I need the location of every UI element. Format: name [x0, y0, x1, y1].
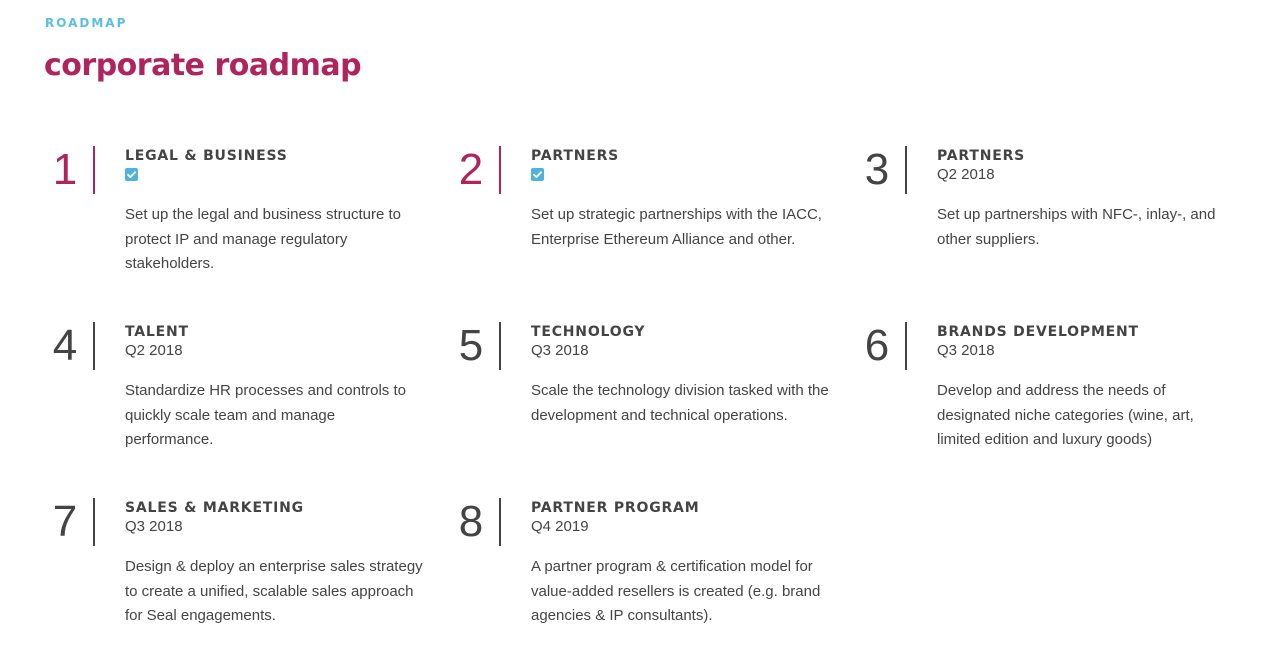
- step-title: TALENT: [125, 324, 189, 340]
- step-description: Develop and address the needs of designated niche categories (wine, art, limited edition and luxury goods): [937, 382, 1194, 448]
- step-date: Q3 2018: [531, 342, 589, 359]
- step-description: A partner program & certification model for value-added resellers is created (e.g. brand agencies & IP consultants).: [531, 558, 821, 624]
- checked-checkbox-icon: [125, 168, 138, 181]
- divider: [499, 322, 501, 370]
- step-number: 8: [458, 497, 484, 546]
- step-title: PARTNERS: [531, 148, 620, 164]
- step-description: Set up partnerships with NFC-, inlay-, and other suppliers.: [937, 206, 1216, 248]
- divider: [905, 146, 907, 194]
- roadmap-item-2: [454, 145, 822, 296]
- step-date: Q3 2018: [125, 518, 183, 535]
- step-description: Standardize HR processes and controls to quickly scale team and manage performance.: [125, 382, 406, 448]
- divider: [93, 498, 95, 546]
- step-description: Design & deploy an enterprise sales strategy to create a unified, scalable sales approach for Seal engagements.: [125, 558, 423, 624]
- step-title: TECHNOLOGY: [531, 324, 646, 340]
- step-number: 7: [52, 497, 78, 546]
- step-description: Set up strategic partnerships with the IACC, Enterprise Ethereum Alliance and other.: [531, 206, 822, 248]
- roadmap-item-4: [48, 321, 406, 472]
- step-number: 3: [864, 145, 890, 194]
- checked-checkbox-icon: [531, 168, 544, 181]
- page-title: corporate roadmap: [44, 48, 362, 83]
- step-description: Scale the technology division tasked with the development and technical operations.: [531, 382, 829, 424]
- step-title: PARTNERS: [937, 148, 1026, 164]
- step-number: 4: [52, 321, 78, 370]
- divider: [499, 498, 501, 546]
- step-date: Q4 2019: [531, 518, 589, 535]
- step-number: 1: [52, 145, 78, 194]
- step-description: Set up the legal and business structure to protect IP and manage regulatory stakeholders.: [125, 206, 402, 272]
- section-eyebrow: ROADMAP: [45, 16, 128, 30]
- step-number: 5: [458, 321, 484, 370]
- step-title: BRANDS DEVELOPMENT: [937, 324, 1139, 340]
- divider: [93, 322, 95, 370]
- step-number: 6: [864, 321, 890, 370]
- step-title: SALES & MARKETING: [125, 500, 304, 516]
- step-date: Q2 2018: [937, 166, 995, 183]
- roadmap-item-3: [860, 145, 1216, 296]
- roadmap-item-7: [48, 497, 423, 648]
- roadmap-item-6: [860, 321, 1194, 472]
- divider: [499, 146, 501, 194]
- roadmap-item-8: [454, 497, 821, 648]
- step-number: 2: [458, 145, 484, 194]
- divider: [905, 322, 907, 370]
- roadmap-item-1: [48, 145, 402, 296]
- step-title: PARTNER PROGRAM: [531, 500, 700, 516]
- step-title: LEGAL & BUSINESS: [125, 148, 288, 164]
- roadmap-item-5: [454, 321, 829, 472]
- divider: [93, 146, 95, 194]
- step-date: Q2 2018: [125, 342, 183, 359]
- step-date: Q3 2018: [937, 342, 995, 359]
